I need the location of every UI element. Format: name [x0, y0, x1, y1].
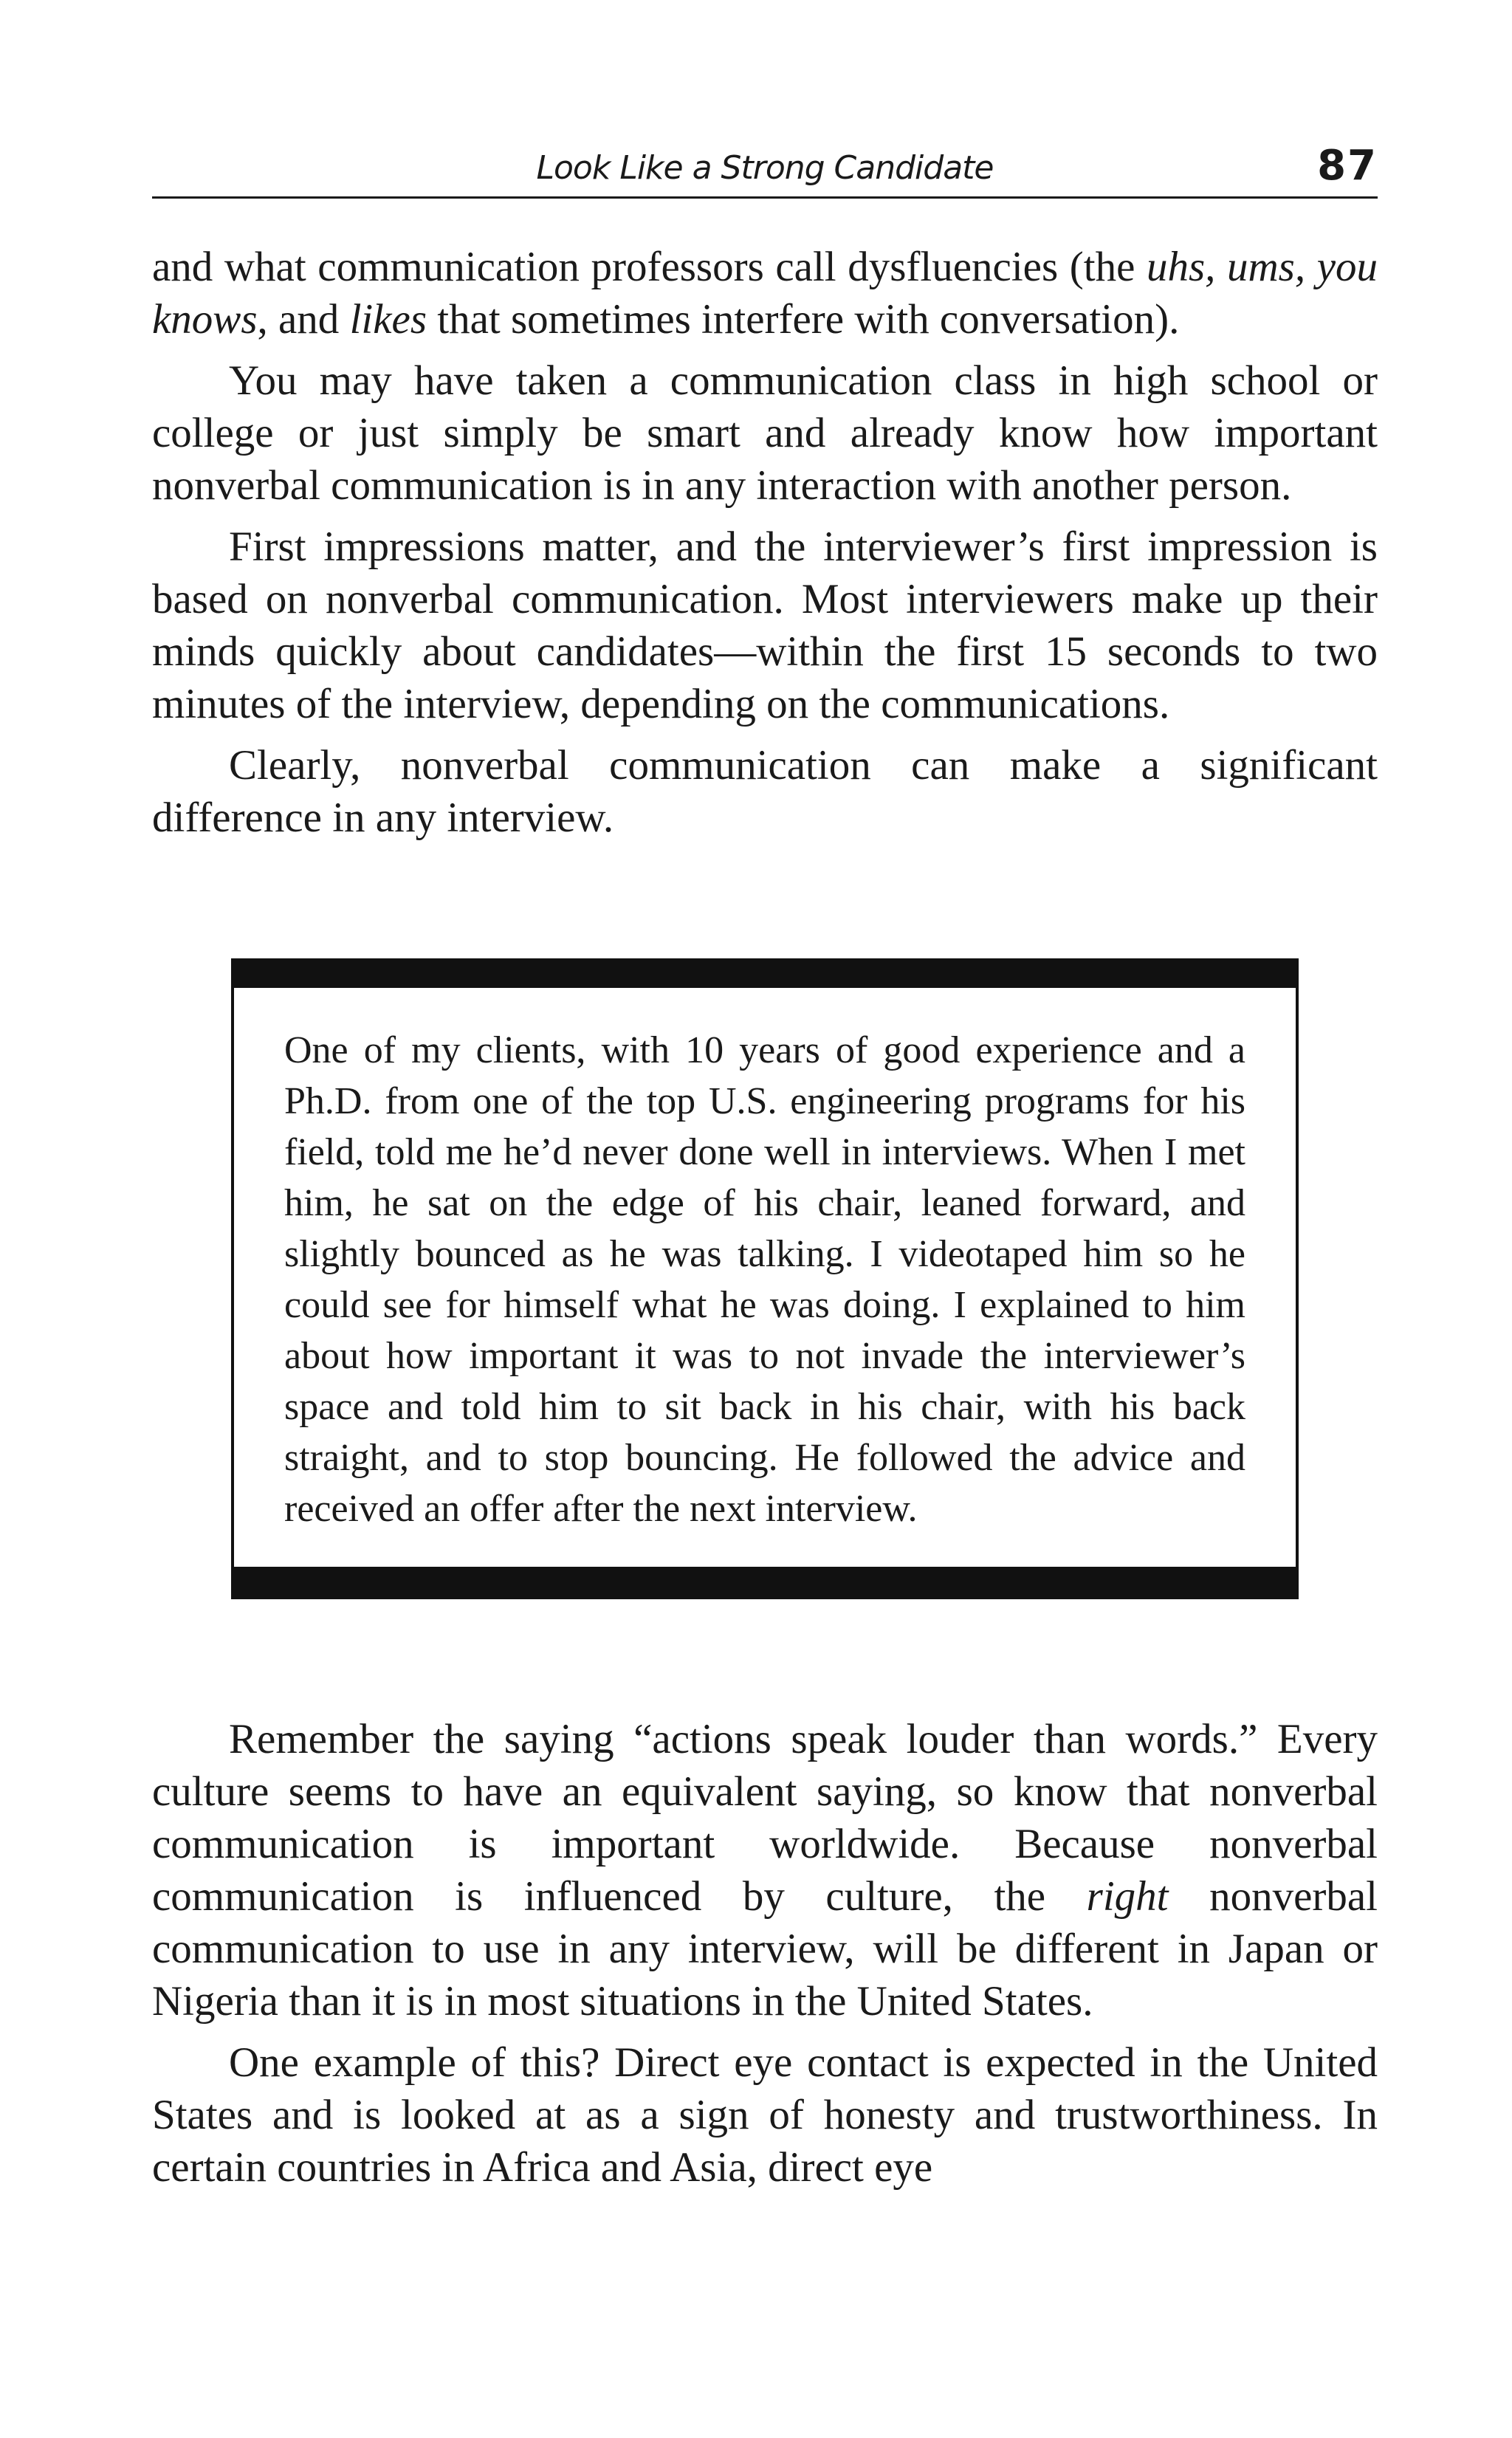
text-run: One example of this? Direct eye contact is expected in the United States and is looked at as a sign of honesty and trustworthiness. In certain countries in Africa and Asia, direct eye: [152, 2039, 1378, 2191]
paragraph: [152, 521, 1378, 730]
sidebar-text: One of my clients, with 10 years of good experience and a Ph.D. from one of the top U.S. engineering programs for his field, told me he’d never done well in interviews. When I met him, he sat on the edge of his chair, leaned forward, and slightly bounced as he was talking. I videotaped him so he could see for himself what he was doing. I explained to him about how important it was to not invade the interviewer’s space and told him to sit back in his chair, with his back straight, and to stop bouncing. He followed the advice and received an offer after the next interview.: [284, 1029, 1245, 1530]
text-run: Remember the saying “actions speak louder than words.” Every culture seems to have an equivalent saying, so know that nonverbal communication is important worldwide. Because nonverbal communication is influenced by culture, the: [152, 1716, 1378, 1920]
text-run: , and: [257, 296, 350, 343]
paragraph-continued: [152, 241, 1378, 346]
text-run: nonverbal communication to use in any interview, will be different in Japan or Nigeria than it is in most situations in the United States.: [152, 1873, 1378, 2025]
text-run: You may have taken a communication class in high school or college or just simply be smart and already know how important nonverbal communication is in any interaction with another person.: [152, 357, 1378, 509]
anecdote-sidebar: [231, 958, 1299, 1599]
running-header: [152, 142, 1378, 199]
paragraph: [152, 1713, 1378, 2027]
sidebar-bottom-bar: [234, 1567, 1296, 1596]
body-text-bottom: [152, 1713, 1378, 2194]
text-run: that sometimes interfere with conversation).: [427, 296, 1180, 343]
text-run-italic: likes: [349, 296, 427, 343]
text-run: Clearly, nonverbal communication can make a significant difference in any interview.: [152, 742, 1378, 841]
page-number: 87: [1317, 142, 1378, 190]
text-run: and what communication professors call dysfluencies (the: [152, 244, 1147, 290]
text-run: First impressions matter, and the interviewer’s first impression is based on nonverbal communication. Most interviewers make up their minds quickly about candidates—within the first 15 seconds to two minutes of the interview, depending on the communications.: [152, 523, 1378, 727]
paragraph: [152, 354, 1378, 512]
paragraph: [152, 2036, 1378, 2194]
sidebar-top-bar: [234, 961, 1296, 988]
text-run-italic: uhs, ums, you knows: [152, 244, 1378, 343]
running-title: Look Like a Strong Candidate: [536, 149, 994, 187]
paragraph: [152, 739, 1378, 844]
text-run-italic: right: [1086, 1873, 1169, 1920]
body-text-top: [152, 241, 1378, 844]
